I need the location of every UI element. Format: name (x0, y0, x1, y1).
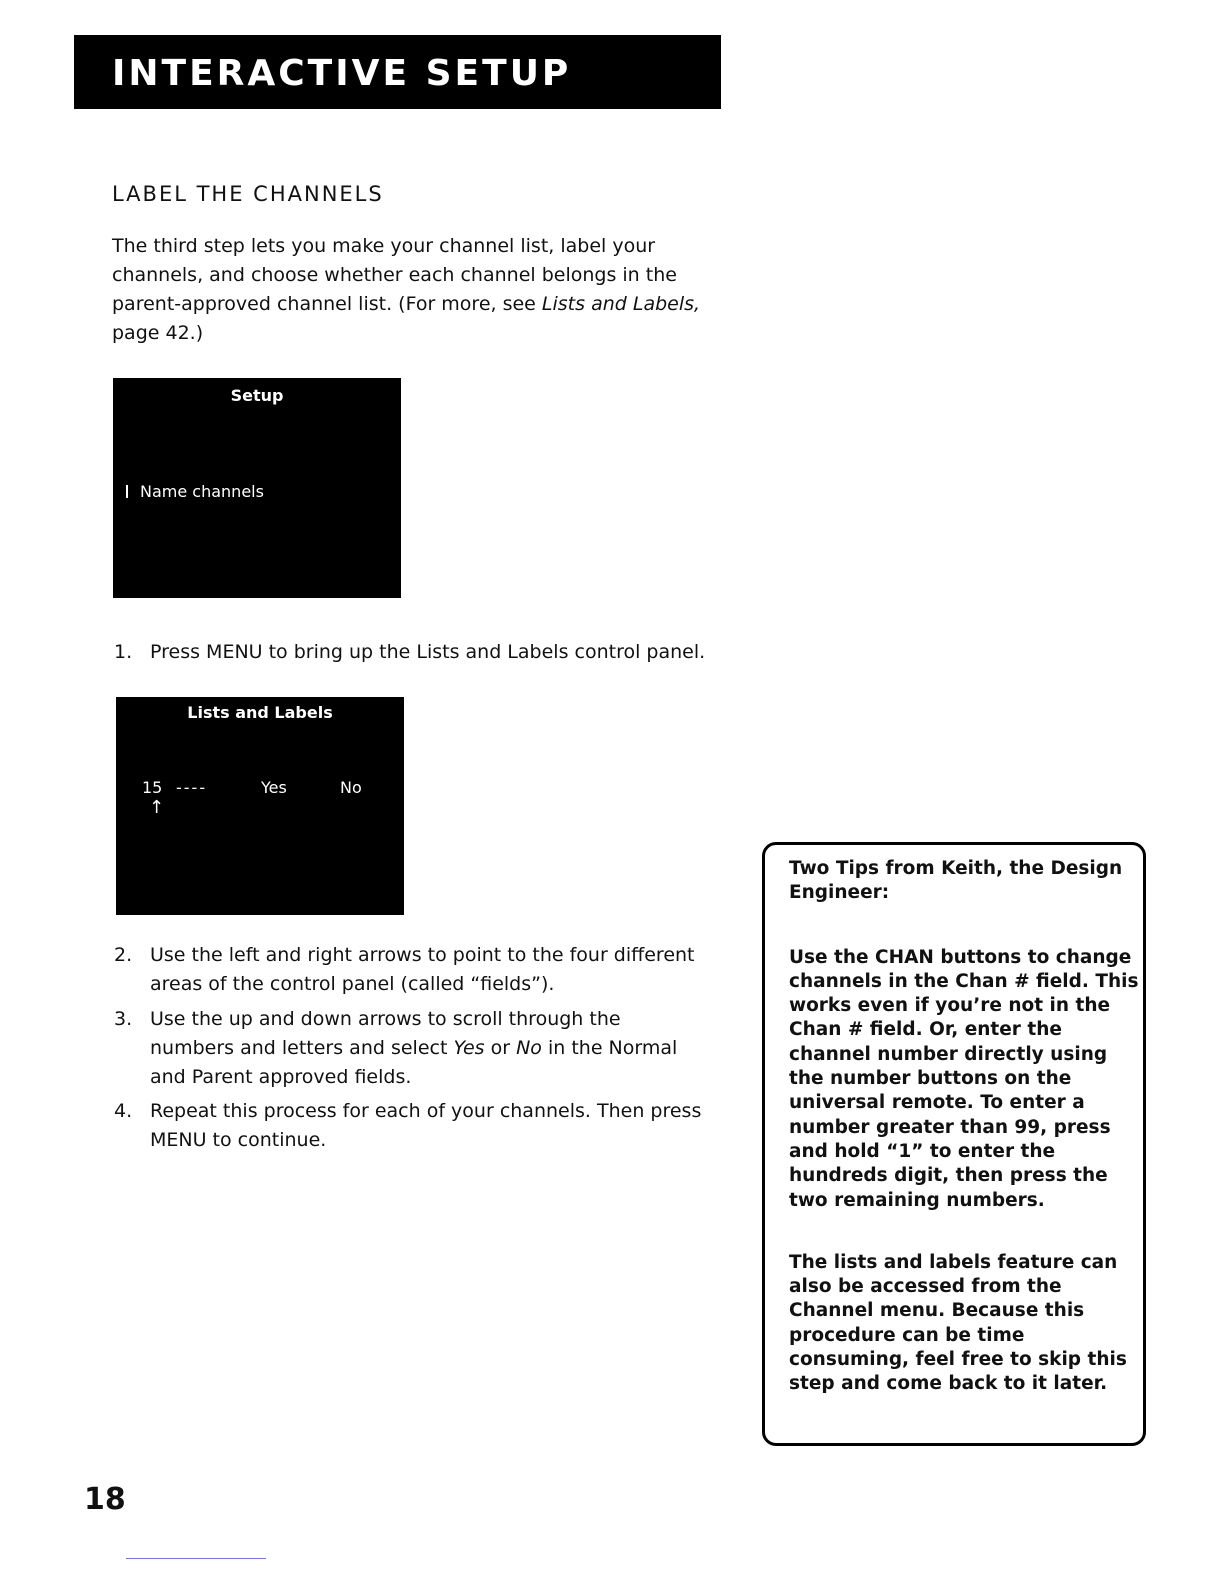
intro-line: The third step lets you make your channel list, label your (112, 235, 656, 257)
step-number: 2. (114, 944, 133, 966)
intro-line (112, 290, 732, 319)
step-text (150, 1097, 701, 1155)
menu-item-label: Name channels (140, 482, 264, 501)
step-fragment: numbers and letters and select (150, 1037, 454, 1059)
page-title: INTERACTIVE SETUP (112, 53, 572, 94)
label-field: ---- (176, 778, 208, 797)
step-line: Repeat this process for each of your channels. Then press (150, 1100, 702, 1122)
step-text: Press MENU to bring up the Lists and Labels control panel. (150, 641, 706, 663)
tip-paragraph: Use the CHAN buttons to change channels in the Chan # field. This works even if you’re not in the Chan # field. Or, enter the channel number directly using the number buttons on the universal remote. To enter a number greater than 99, press and hold “1” to enter the hundreds digit, then press the two remaining numbers. (789, 946, 1139, 1211)
step-line: Use the left and right arrows to point to the four different (150, 944, 695, 966)
parent-field: No (340, 778, 362, 797)
step-fragment: or (484, 1037, 517, 1059)
cursor-bar (126, 485, 128, 498)
cross-reference: Lists and Labels, (541, 293, 701, 315)
step-line (150, 1034, 677, 1063)
intro-text: parent-approved channel list. (For more, see (112, 293, 542, 315)
normal-field: Yes (261, 778, 287, 797)
footer-divider (126, 1558, 266, 1559)
step-line: MENU to continue. (150, 1129, 327, 1151)
lists-labels-screen-illustration (116, 697, 404, 915)
step-text (150, 1005, 677, 1092)
screen-title: Setup (230, 386, 284, 405)
step-number: 1. (114, 641, 133, 663)
step-fragment: in the Normal (541, 1037, 678, 1059)
screen-title: Lists and Labels (187, 703, 333, 722)
setup-screen-illustration (113, 378, 401, 598)
option-yes: Yes (453, 1037, 485, 1059)
tip-paragraph: The lists and labels feature can also be accessed from the Channel menu. Because this procedure can be time consuming, feel free to skip this step and come back to it later. (789, 1251, 1127, 1395)
step-number: 4. (114, 1100, 133, 1122)
step-4 (114, 1097, 754, 1157)
menu-item-name-channels (126, 482, 264, 501)
channel-number-field: 15 (142, 778, 163, 797)
step-line: and Parent approved fields. (150, 1066, 412, 1088)
step-number: 3. (114, 1008, 133, 1030)
option-no: No (516, 1037, 542, 1059)
step-1 (114, 638, 754, 668)
header-banner (74, 35, 721, 109)
page-number: 18 (84, 1482, 126, 1517)
step-line: areas of the control panel (called “fields”). (150, 973, 555, 995)
tips-sidebar (762, 842, 1146, 1446)
tips-title: Two Tips from Keith, the Design Engineer: (789, 858, 1123, 904)
step-line: Use the up and down arrows to scroll through the (150, 1008, 621, 1030)
up-arrow-icon: ↑ (149, 797, 165, 818)
step-3 (114, 1005, 754, 1095)
intro-line: channels, and choose whether each channel belongs in the (112, 264, 677, 286)
section-heading: LABEL THE CHANNELS (112, 182, 384, 206)
intro-paragraph (112, 232, 732, 348)
step-text (150, 941, 695, 999)
step-2 (114, 941, 754, 1001)
intro-line: page 42.) (112, 322, 204, 344)
